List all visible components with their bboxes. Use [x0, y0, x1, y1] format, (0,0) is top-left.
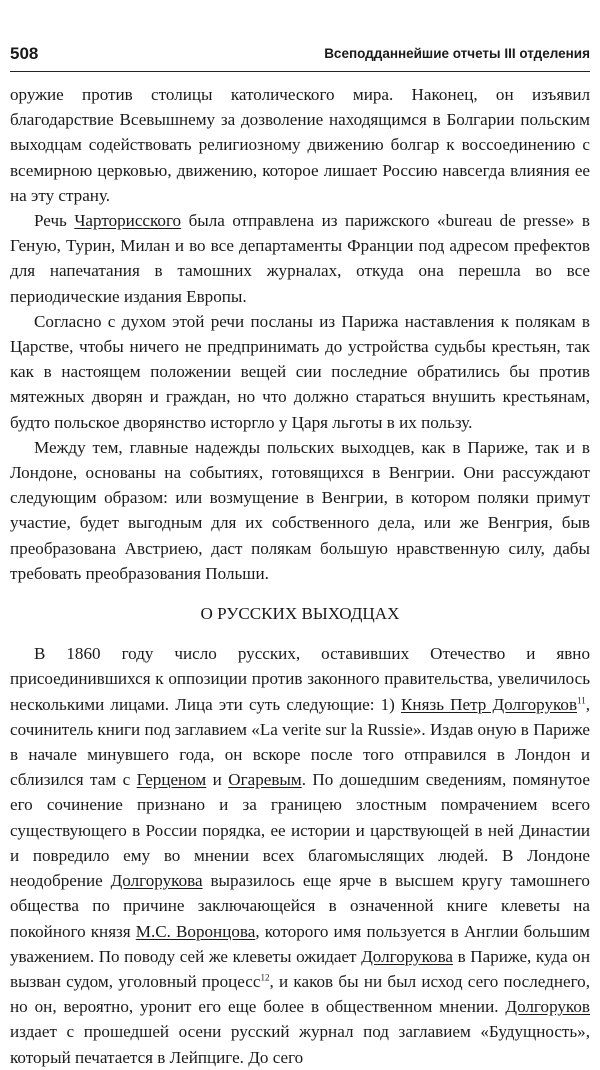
p5-text-2: , сочинитель книги под заглавием «La verite sur la Russie». Издав оную в Париже в начале минувшего года, он вскоре после того отправился в Лондон и сблизился там с: [10, 694, 590, 790]
footnote-ref-12[interactable]: 12: [260, 972, 270, 983]
name-link-dolgorukov-1[interactable]: Князь Петр Долгоруков: [401, 694, 578, 714]
name-link-vorontsov[interactable]: М.С. Воронцова: [135, 921, 256, 941]
name-link-herzen[interactable]: Герценом: [136, 770, 207, 790]
paragraph-3: Согласно с духом этой речи посланы из Парижа наставления к полякам в Царстве, чтобы ничего не предпринимать до устройства судьбы крестьян, так как в настоящем положении вещей сии последние обратились бы против мятежных дворян и граждан, но что должно стараться внушить крестьянам, будто польское дворянство исторгло у Царя льготы в их пользу.: [10, 311, 590, 432]
p5-text-9: издает с прошедшей осени русский журнал под заглавием «Будущность», который печатается в Лейпциге. До сего: [10, 1022, 590, 1067]
footnote-ref-11[interactable]: 11: [577, 694, 586, 705]
p5-text-7: в Париже, куда он вызван судом, уголовный процесс: [10, 946, 591, 991]
p5-text-3: и: [206, 770, 229, 790]
page-number: 508: [10, 44, 39, 63]
name-link-dolgorukov-3[interactable]: Долгорукова: [361, 946, 454, 966]
paragraph-5: [10, 641, 590, 1069]
header-rule: [10, 71, 590, 72]
paragraph-4: Между тем, главные надежды польских выходцев, как в Париже, так и в Лондоне, основаны на событиях, готовящихся в Венгрии. Они рассуждают следующим образом: или возмущение в Венгрии, в котором поляки примут участие, будет выгодным для их собственного дела, или же Венгрия, быв преобразована Австриею, даст полякам большую нравственную силу, дабы требовать преобразования Польши.: [10, 437, 590, 583]
name-link-czartoryski[interactable]: Чарторисского: [74, 211, 182, 231]
p5-text-4: . По дошедшим сведениям, помянутое его сочинение признано и за границею злостным помрачением всего существующего в России порядка, ее истории и царствующей в ней Династии и повредило ему во мнении всех благомыслящих людей. В Лондоне неодобрение: [10, 770, 590, 891]
p5-text-5: выразилось еще ярче в высшем кругу тамошнего общества по причине заключающейся в означенной книге клеветы на покойного князя: [10, 871, 590, 941]
name-link-dolgorukov-2[interactable]: Долгорукова: [110, 871, 203, 891]
p2-text-before: Речь: [34, 211, 75, 231]
name-link-ogarev[interactable]: Огаревым: [228, 770, 302, 790]
body-text: [10, 82, 590, 1070]
name-link-dolgorukov-4[interactable]: Долгоруков: [505, 997, 590, 1017]
p5-text-8: , и каков бы ни был исход сего последнего, но он, вероятно, уронит его еще более в общественном мнении.: [10, 971, 590, 1017]
section-heading: О РУССКИХ ВЫХОДЦАХ: [200, 604, 400, 624]
p5-text-6: , которого имя пользуется в Англии большим уважением. По поводу сей же клеветы ожидает: [10, 921, 590, 966]
p2-text-after: была отправлена из парижского «bureau de presse» в Геную, Турин, Милан и во все департаменты Франции под адресом префектов для напечатания в тамошних журналах, откуда она перешла во все периодические издания Европы.: [10, 211, 590, 306]
p5-text-1: В 1860 году число русских, оставивших Отечество и явно присоединившихся к оппозиции против законного правительства, увеличилось несколькими лицами. Лица эти суть следующие: 1): [10, 644, 590, 714]
paragraph-1: оружие против столицы католического мира. Наконец, он изъявил благодарствие Всевышнему за дозволение находящимся в Болгарии польским выходцам содействовать религиозному движению болгар к воссоединению с всемирною церковью, движению, которое лишает Россию навсегда влияния ее на эту страну.: [10, 85, 590, 205]
paragraph-2: [10, 208, 590, 309]
page-header: [10, 44, 590, 70]
running-title: Всеподданнейшие отчеты III отделения: [324, 46, 590, 61]
